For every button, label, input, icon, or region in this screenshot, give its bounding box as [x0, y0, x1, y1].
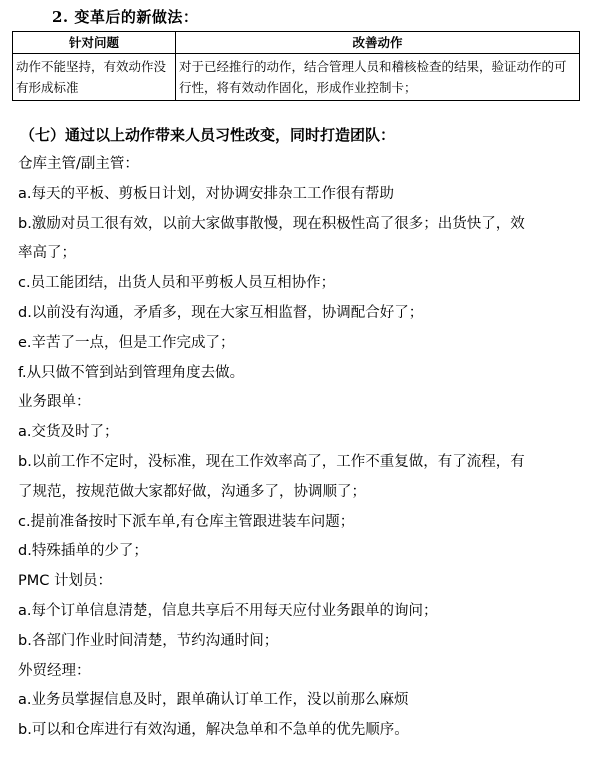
table-header-action: 改善动作 [176, 32, 580, 54]
text-line: 了规范，按规范做大家都好做，沟通多了，协调顺了； [18, 483, 366, 500]
table-cell-problem: 动作不能坚持，有效动作没有形成标准 [13, 54, 176, 101]
text-line: a.业务员掌握信息及时，跟单确认订单工作，没以前那么麻烦 [18, 692, 409, 709]
section-title: 2. 变革后的新做法： [52, 8, 199, 26]
text-line: d.特殊插单的少了； [18, 543, 148, 560]
text-line: 率高了； [18, 245, 76, 262]
text-line: a.交货及时了； [18, 424, 119, 441]
text-line: 仓库主管/副主管： [18, 156, 139, 172]
table-header-row [13, 32, 580, 54]
text-line: b.各部门作业时间清楚，节约沟通时间； [18, 632, 279, 649]
text-line: b.以前工作不定时，没标准，现在工作效率高了，工作不重复做，有了流程，有 [18, 453, 525, 470]
text-line: b.可以和仓库进行有效沟通，解决急单和不急单的优先顺序。 [18, 722, 409, 739]
text-line: e.辛苦了一点，但是工作完成了； [18, 334, 235, 351]
subsection-title: （七）通过以上动作带来人员习性改变，同时打造团队： [20, 126, 396, 144]
table-row [13, 54, 580, 101]
text-line: c.提前准备按时下派车单,有仓库主管跟进装车问题； [18, 513, 355, 530]
text-line: d.以前没有沟通，矛盾多，现在大家互相监督，协调配合好了； [18, 304, 424, 321]
text-line: c.员工能团结，出货人员和平剪板人员互相协作； [18, 275, 336, 292]
table-cell-action: 对于已经推行的动作，结合管理人员和稽核检查的结果，验证动作的可行性，将有效动作固化，形成作业控制卡； [176, 54, 580, 101]
body-text [18, 150, 588, 746]
improvement-table [12, 31, 580, 101]
table-header-problem: 针对问题 [13, 32, 176, 54]
text-line: f.从只做不管到站到管理角度去做。 [18, 364, 245, 381]
text-line: 业务跟单： [18, 394, 91, 411]
text-line: b.激励对员工很有效，以前大家做事散慢，现在积极性高了很多；出货快了，效 [18, 215, 525, 232]
text-line: a.每个订单信息清楚，信息共享后不用每天应付业务跟单的询问； [18, 602, 438, 619]
text-line: a.每天的平板、剪板日计划，对协调安排杂工工作很有帮助 [18, 185, 394, 202]
text-line: 外贸经理： [18, 662, 91, 679]
text-line: PMC 计划员： [18, 573, 112, 590]
